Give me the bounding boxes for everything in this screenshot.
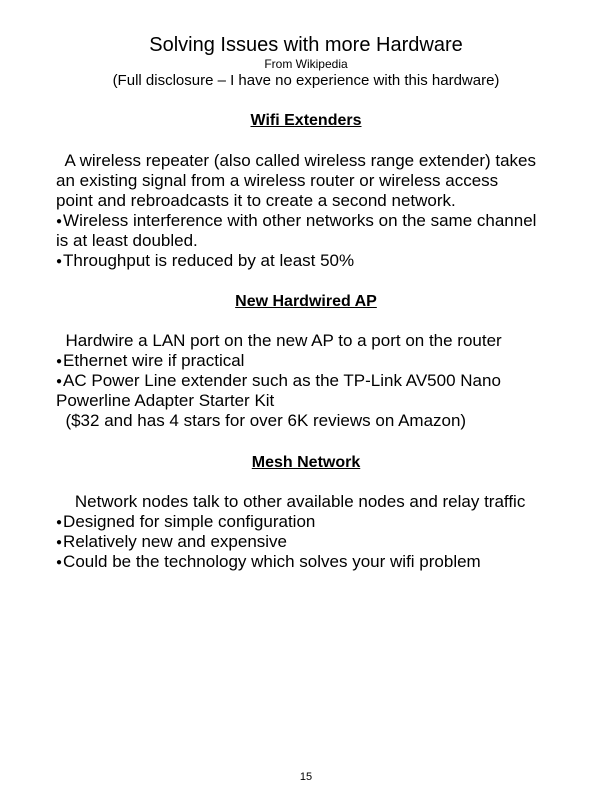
bullet-icon: ● bbox=[56, 215, 63, 227]
page-number: 15 bbox=[299, 771, 313, 783]
bullet-icon: ● bbox=[56, 536, 63, 548]
bullet-item: ●Throughput is reduced by at least 50% bbox=[56, 251, 355, 270]
page-subtitle: From Wikipedia bbox=[264, 57, 348, 71]
page-title: Solving Issues with more Hardware bbox=[149, 34, 463, 56]
section-heading-new-hardwired-ap: New Hardwired AP bbox=[235, 293, 377, 310]
bullet-item: ●AC Power Line extender such as the TP-Link AV500 Nano bbox=[56, 371, 501, 390]
section-heading-wifi-extenders: Wifi Extenders bbox=[250, 112, 362, 129]
bullet-icon: ● bbox=[56, 355, 63, 367]
bullet-icon: ● bbox=[56, 516, 63, 528]
bullet-item: ●Wireless interference with other networks on the same channel bbox=[56, 211, 537, 230]
section-heading-mesh-network: Mesh Network bbox=[251, 454, 361, 471]
bullet-item: ●Designed for simple configuration bbox=[56, 512, 316, 531]
bullet-item-continuation: ($32 and has 4 stars for over 6K reviews on Amazon) bbox=[56, 411, 467, 430]
bullet-icon: ● bbox=[56, 255, 63, 267]
section-intro-line: Hardwire a LAN port on the new AP to a port on the router bbox=[56, 331, 502, 350]
bullet-item: ●Could be the technology which solves your wifi problem bbox=[56, 552, 481, 571]
bullet-icon: ● bbox=[56, 375, 63, 387]
section-intro-line: an existing signal from a wireless router or wireless access bbox=[56, 171, 499, 190]
disclosure-note: (Full disclosure – I have no experience with this hardware) bbox=[112, 72, 500, 89]
bullet-icon: ● bbox=[56, 556, 63, 568]
bullet-item: ●Ethernet wire if practical bbox=[56, 351, 245, 370]
bullet-item-continuation: is at least doubled. bbox=[56, 231, 198, 250]
section-intro-line: A wireless repeater (also called wireless range extender) takes bbox=[56, 151, 537, 170]
bullet-item-continuation: Powerline Adapter Starter Kit bbox=[56, 391, 275, 410]
section-intro-line: point and rebroadcasts it to create a second network. bbox=[56, 191, 456, 210]
section-intro-line: Network nodes talk to other available nodes and relay traffic bbox=[56, 492, 526, 511]
bullet-item: ●Relatively new and expensive bbox=[56, 532, 288, 551]
